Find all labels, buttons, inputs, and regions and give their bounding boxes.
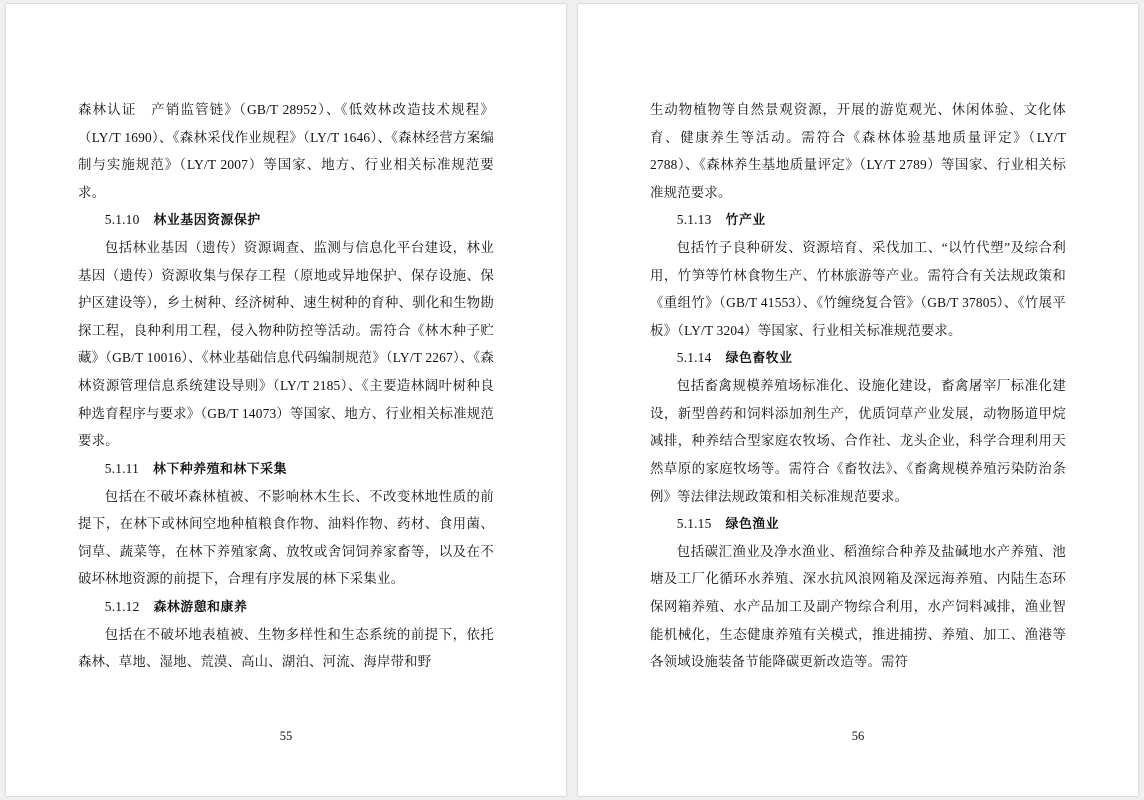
section-heading — [78, 206, 494, 234]
paragraph: 包括在不破坏地表植被、生物多样性和生态系统的前提下，依托森林、草地、湿地、荒漠、高山、湖泊、河流、海岸带和野 — [78, 626, 494, 670]
section-number: 5.1.11 — [104, 460, 139, 476]
section-title: 森林游憩和康养 — [153, 598, 248, 614]
page-number: 56 — [851, 729, 865, 743]
paragraph: 包括碳汇渔业及净水渔业、稻渔综合种养及盐碱地水产养殖、池塘及工厂化循环水养殖、深水抗风浪网箱及深远海养殖、内陆生态环保网箱养殖、水产品加工及副产物综合利用，水产饲料减排，渔业智能机械化，生态健康养殖有关模式，推进捕捞、养殖、加工、渔港等各领域设施装备节能降碳更新改造等。需符 — [650, 543, 1066, 670]
paragraph: 包括畜禽规模养殖场标准化、设施化建设，畜禽屠宰厂标准化建设，新型兽药和饲料添加剂生产，优质饲草产业发展，动物肠道甲烷减排，种养结合型家庭农牧场、合作社、龙头企业，科学合理利用天然草原的家庭牧场等。需符合《畜牧法》、《畜禽规模养殖污染防治条例》等法律法规政策和相关标准规范要求。 — [650, 378, 1066, 504]
section-number: 5.1.14 — [676, 350, 712, 366]
section-title: 林业基因资源保护 — [153, 212, 261, 228]
section-heading — [650, 510, 1066, 538]
paragraph: 包括林业基因（遗传）资源调查、监测与信息化平台建设，林业基因（遗传）资源收集与保存工程（原地或异地保护、保存设施、保护区建设等），乡土树种、经济树种、速生树种的育种、驯化和生物勘探工程，良种利用工程，侵入物种防控等活动。需符合《林木种子贮藏》（GB/T 10016）、《林业基础信息代码编制规范》（LY/T 2267）、《森林资源管理信息系统建设导则》（LY/T 2185）、《主要造林阔叶树种良种选育程序与要求》（GB/T 14073）等国家、地方、行业相关标准规范要求。 — [78, 240, 494, 449]
page-body — [650, 96, 1066, 676]
section-number: 5.1.13 — [676, 212, 712, 228]
section-title: 绿色畜牧业 — [725, 350, 793, 366]
section-title: 绿色渔业 — [725, 516, 780, 532]
section-heading — [78, 455, 494, 483]
section-heading — [650, 206, 1066, 234]
page-body — [78, 96, 494, 676]
paragraph: 森林认证 产销监管链》（GB/T 28952）、《低效林改造技术规程》（LY/T 1690）、《森林采伐作业规程》（LY/T 1646）、《森林经营方案编制与实施规范》（LY/T 2007）等国家、地方、行业相关标准规范要求。 — [78, 102, 494, 200]
paragraph: 生动物植物等自然景观资源，开展的游览观光、休闲体验、文化体育、健康养生等活动。需符合《森林体验基地质量评定》（LY/T 2788）、《森林养生基地质量评定》（LY/T 2789）等国家、行业相关标准规范要求。 — [650, 102, 1066, 200]
section-number: 5.1.15 — [676, 516, 712, 532]
document-page-left — [6, 4, 566, 796]
section-heading — [650, 344, 1066, 372]
document-page-right — [578, 4, 1138, 796]
section-heading — [78, 593, 494, 621]
section-number: 5.1.12 — [104, 598, 140, 614]
paragraph: 包括竹子良种研发、资源培育、采伐加工、“以竹代塑”及综合利用，竹笋等竹林食物生产、竹林旅游等产业。需符合有关法规政策和《重组竹》（GB/T 41553）、《竹缠绕复合管》（GB/T 37805）、《竹展平板》（LY/T 3204）等国家、行业相关标准规范要求。 — [650, 240, 1066, 338]
section-number: 5.1.10 — [104, 212, 140, 228]
section-title: 竹产业 — [725, 212, 766, 228]
page-number: 55 — [279, 729, 293, 743]
paragraph: 包括在不破坏森林植被、不影响林木生长、不改变林地性质的前提下，在林下或林间空地种植粮食作物、油料作物、药材、食用菌、饲草、蔬菜等，在林下养殖家禽、放牧或舍饲饲养家畜等，以及在不破坏林地资源的前提下，合理有序发展的林下采集业。 — [78, 488, 494, 587]
section-title: 林下种养殖和林下采集 — [153, 460, 288, 476]
